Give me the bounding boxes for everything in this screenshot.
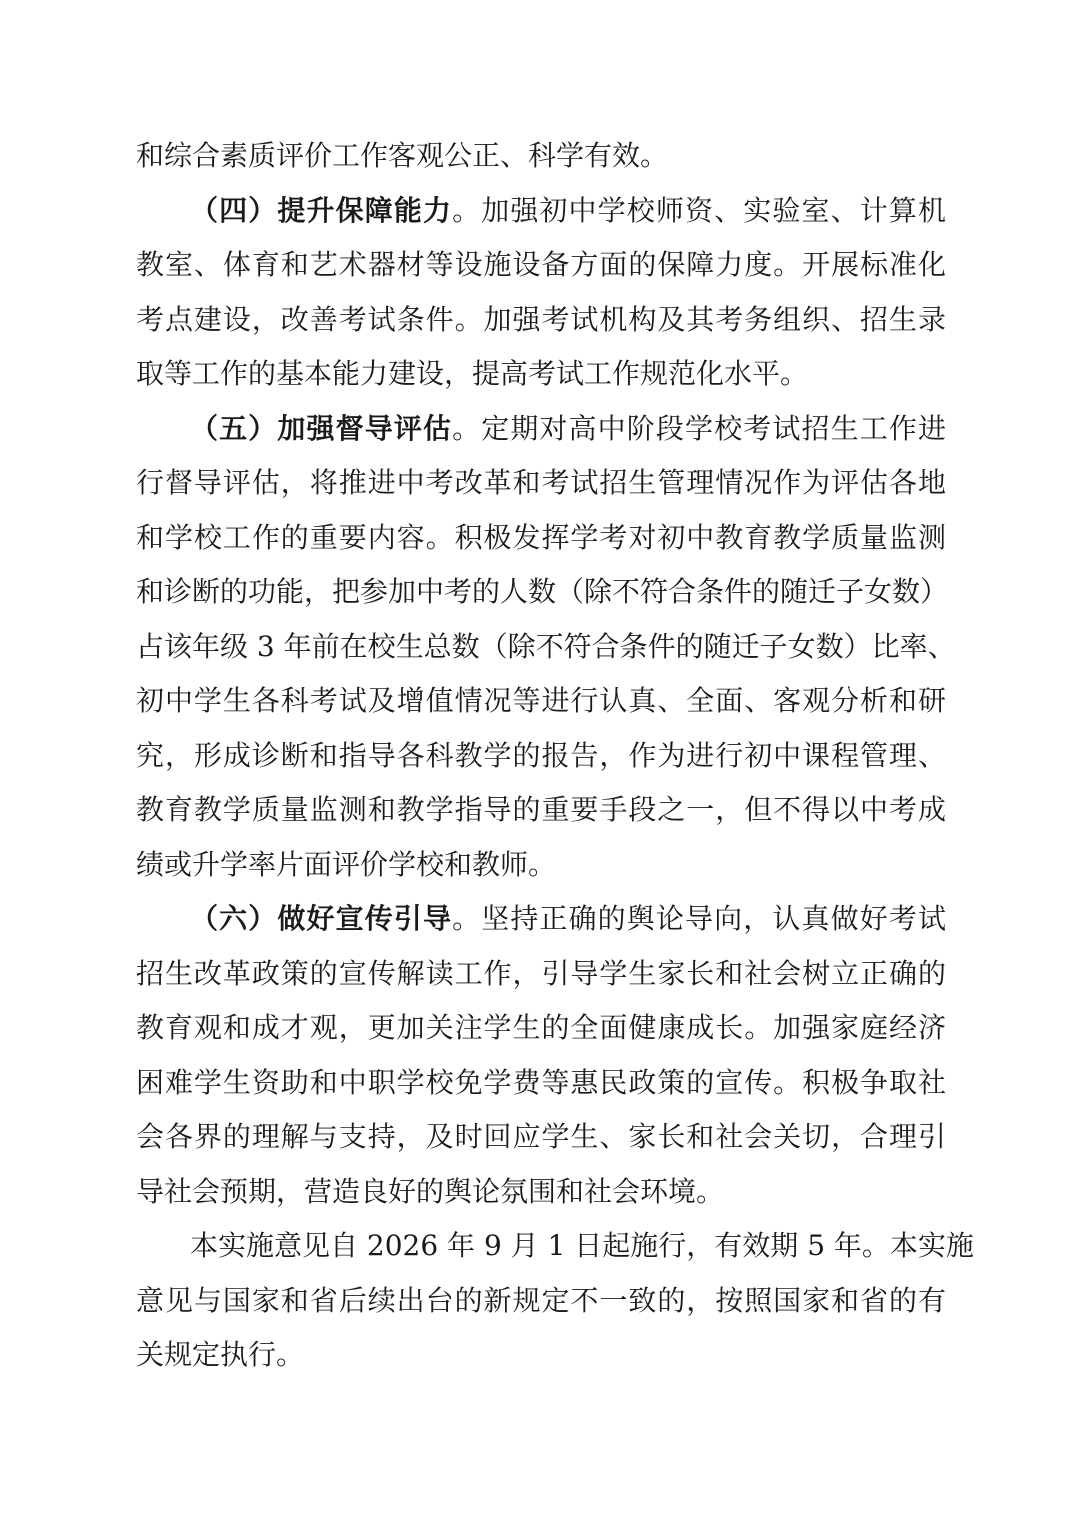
paragraph-line: 究，形成诊断和指导各科教学的报告，作为进行初中课程管理、 bbox=[136, 739, 946, 772]
section-heading: （六）做好宣传引导 bbox=[190, 902, 453, 935]
paragraph-line bbox=[190, 186, 946, 236]
paragraph-line: 和诊断的功能，把参加中考的人数（除不符合条件的随迁子女数） bbox=[136, 575, 949, 608]
paragraph-line: 和学校工作的重要内容。积极发挥学考对初中教育教学质量监测 bbox=[136, 521, 946, 554]
paragraph-line: 导社会预期，营造良好的舆论氛围和社会环境。 bbox=[136, 1175, 725, 1208]
section-heading: （五）加强督导评估 bbox=[190, 412, 453, 445]
paragraph-line: 和综合素质评价工作客观公正、科学有效。 bbox=[136, 139, 669, 172]
paragraph-text: 。加强初中学校师资、实验室、计算机 bbox=[452, 194, 946, 227]
paragraph-line: 教育观和成才观，更加关注学生的全面健康成长。加强家庭经济 bbox=[136, 1011, 946, 1044]
paragraph-line: 本实施意见自 2026 年 9 月 1 日起施行，有效期 5 年。本实施 bbox=[190, 1229, 974, 1262]
paragraph-text: 。定期对高中阶段学校考试招生工作进 bbox=[452, 412, 946, 445]
paragraph-line: 绩或升学率片面评价学校和教师。 bbox=[136, 848, 557, 881]
paragraph-line: 考点建设，改善考试条件。加强考试机构及其考务组织、招生录 bbox=[136, 303, 946, 336]
paragraph-line: 困难学生资助和中职学校免学费等惠民政策的宣传。积极争取社 bbox=[136, 1066, 946, 1099]
paragraph-line: 招生改革政策的宣传解读工作，引导学生家长和社会树立正确的 bbox=[136, 957, 946, 990]
paragraph-line: 占该年级 3 年前在校生总数（除不符合条件的随迁子女数）比率、 bbox=[136, 630, 956, 663]
paragraph-text: 。坚持正确的舆论导向，认真做好考试 bbox=[452, 902, 946, 935]
paragraph-line: 意见与国家和省后续出台的新规定不一致的，按照国家和省的有 bbox=[136, 1284, 946, 1317]
paragraph-line bbox=[190, 404, 946, 454]
paragraph-line: 初中学生各科考试及增值情况等进行认真、全面、客观分析和研 bbox=[136, 684, 946, 717]
section-heading: （四）提升保障能力 bbox=[190, 194, 453, 227]
paragraph-line: 取等工作的基本能力建设，提高考试工作规范化水平。 bbox=[136, 357, 809, 390]
paragraph-line: 教室、体育和艺术器材等设施设备方面的保障力度。开展标准化 bbox=[136, 248, 946, 281]
paragraph-line: 行督导评估，将推进中考改革和考试招生管理情况作为评估各地 bbox=[136, 466, 946, 499]
paragraph-line: 会各界的理解与支持，及时回应学生、家长和社会关切，合理引 bbox=[136, 1120, 946, 1153]
paragraph-line: 关规定执行。 bbox=[136, 1338, 305, 1371]
paragraph-line bbox=[190, 894, 946, 944]
paragraph-line: 教育教学质量监测和教学指导的重要手段之一，但不得以中考成 bbox=[136, 793, 946, 826]
